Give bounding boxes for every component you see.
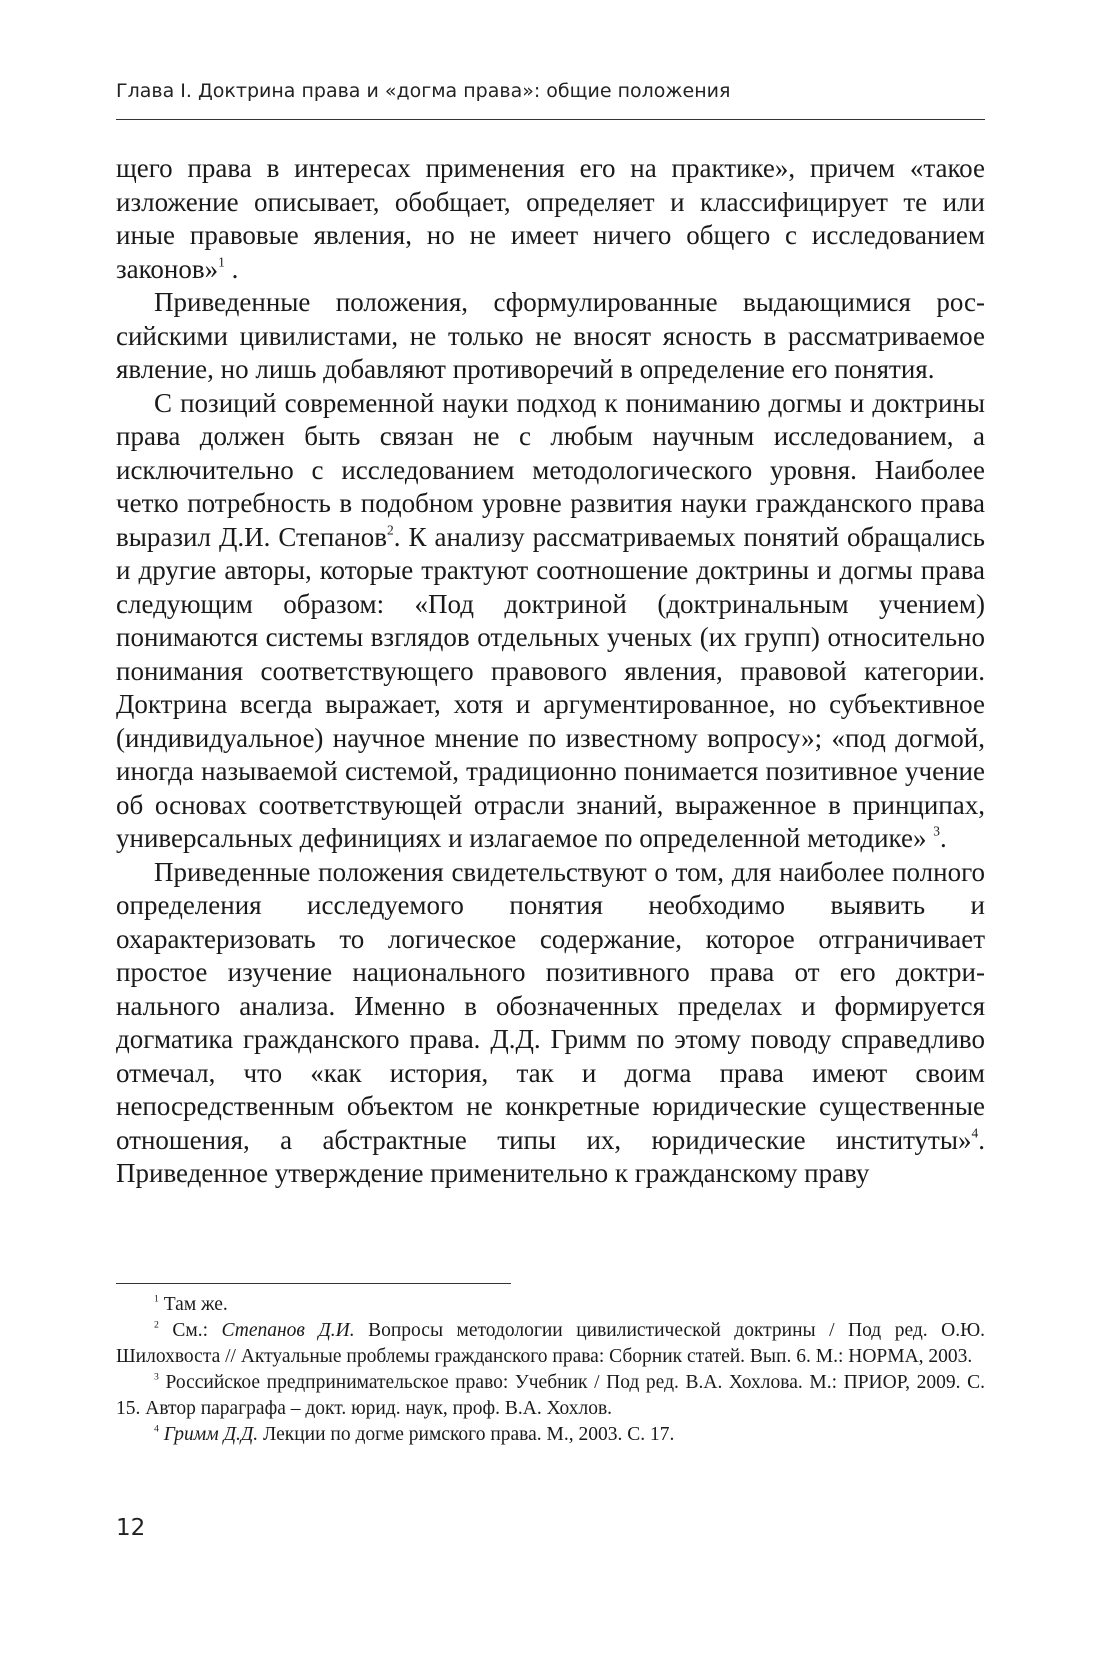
footnote-number: 4 [154,1423,159,1435]
running-head: Глава I. Доктрина права и «догма права»: общие положения [116,80,731,102]
paragraph-4-tail: . Приведенное утверждение применительно к гражданскому праву [116,1124,985,1188]
paragraph-1 [116,152,985,286]
footnote-ref-3[interactable]: 3 [933,823,940,839]
paragraph-3-text-b: . К анализу рассматриваемых понятий обращались и другие авторы, которые трактуют соотношение доктрины и догмы права следующим образом: «Под доктриной (доктринальным учением) понимаются системы взглядов отдельных ученых (их групп) относительно понимания соответствующего правового явления, правовой категории. Доктрина всегда выражает, хотя и аргументированное, но субъективное (индивидуальное) научное мнение по известному вопросу»; «под догмой, иногда называемой системой, традиционно понимается позитивное учение об основах соответствующей отрасли знаний, выраженное в принципах, универсальных дефинициях и излагаемое по определенной методике» [116,521,985,853]
paragraph-2 [116,286,985,387]
footnote-number: 2 [154,1319,159,1331]
footnote-text: Российское предпринимательское право: Учебник / Под ред. В.А. Хохлова. М.: ПРИОР, 2009. С. 15. Автор параграфа – докт. юрид. наук, проф. В.А. Хохлов. [116,1372,985,1419]
footnote-3 [116,1370,985,1422]
paragraph-3 [116,387,985,856]
footnote-4 [116,1422,985,1448]
footnote-ref-2[interactable]: 2 [386,522,394,538]
paragraph-4-text: Приведенные положения свидетельствуют о том, для наиболее полного определения исследуемого понятия необходимо выявить и охарактеризовать то логическое содержание, которое отграничивает простое изучение национального позитивного права от его доктринального анализа. Именно в обозначенных пределах и формируется догматика гражданского права. Д.Д. Гримм по этому поводу справедливо отмечал, что «как история, так и догма права имеют своим непосредственным объектом не конкретные юридические существенные отношения, а абстрактные типы их, юридические институты» [116,856,985,1155]
paragraph-1-tail: . [224,253,239,284]
footnote-prefix: См.: [172,1320,222,1341]
paragraph-4 [116,856,985,1191]
paragraph-2-text: Приведенные положения, сформулированные выдающимися российскими цивилистами, не только не вносят ясность в рассматриваемое явление, но лишь добавляют противоречий в определение его понятия. [116,287,985,384]
paragraph-3-text-a: С позиций современной науки подход к пониманию догмы и доктрины права должен быть связан не с любым научным исследованием, а исключительно с исследованием методологического уровня. Наиболее четко потребность в подобном уровне развития науки гражданского права выразил Д.И. Степанов [116,387,985,552]
footnote-ref-1[interactable]: 1 [218,254,225,270]
footnote-number: 1 [154,1293,159,1305]
footnote-text: Лекции по догме римского права. М., 2003. С. 17. [258,1424,675,1445]
header-divider [116,119,985,120]
footnote-number: 3 [154,1371,159,1383]
footnote-author: Степанов Д.И. [221,1320,355,1341]
footnote-1 [116,1292,985,1318]
footnote-author: Гримм Д.Д. [163,1424,259,1445]
footnote-2 [116,1318,985,1370]
footnote-text: Там же. [163,1294,228,1315]
paragraph-3-tail: . [939,823,947,853]
footnotes [116,1292,985,1448]
footnote-ref-4[interactable]: 4 [971,1125,979,1141]
page-number: 12 [116,1515,146,1541]
main-text [116,152,985,1191]
paragraph-1-text: щего права в интересах применения его на практике», причем «такое изложение описывает, обобщает, определяет и классифицирует те или иные правовые явления, но не имеет ничего общего с исследованием законов» [116,153,985,284]
footnote-divider [116,1283,511,1284]
footnote-text: Вопросы методологии цивилистической доктрины / Под ред. О.Ю. Шилохвоста // Актуальные проблемы гражданского права: Сборник статей. Вып. 6. М.: НОРМА, 2003. [116,1320,985,1367]
